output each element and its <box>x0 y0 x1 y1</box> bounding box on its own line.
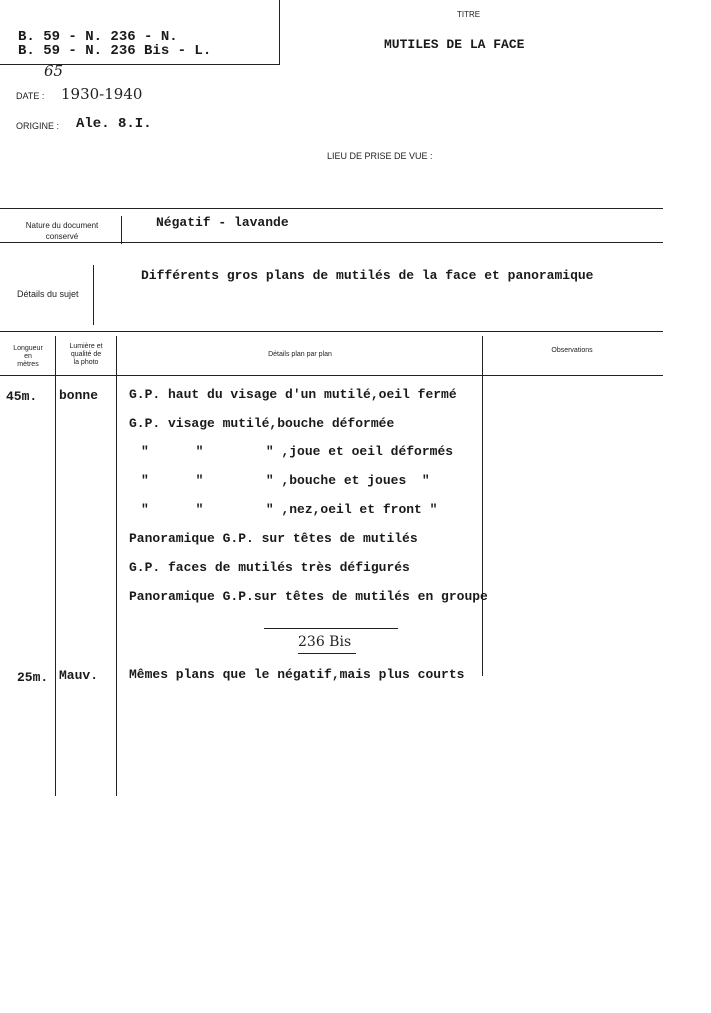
entry-1-quality: bonne <box>59 388 99 403</box>
nature-label-line-1: Nature du document <box>25 221 99 230</box>
entry-1-line-6: Panoramique G.P. sur têtes de mutilés <box>129 531 418 546</box>
section-title: 236 Bis <box>298 634 352 650</box>
entry-1-line-3: " " " ,joue et oeil déformés <box>141 444 454 459</box>
ref-line-2: B. 59 - N. 236 Bis - L. <box>18 43 212 59</box>
ref-box-bottom-line <box>0 64 279 65</box>
nature-bottom-line <box>0 242 663 243</box>
nature-label <box>12 220 112 242</box>
sujet-bracket <box>93 265 94 325</box>
ref-handwritten-number: 65 <box>44 62 64 80</box>
section-divider <box>264 628 398 629</box>
section-title-underline <box>298 653 356 654</box>
ref-box-right-line <box>279 0 280 65</box>
date-value: 1930-1940 <box>61 85 143 103</box>
entry-2-quality: Mauv. <box>59 668 99 683</box>
entry-1-line-8: Panoramique G.P.sur têtes de mutilés en groupe <box>129 589 488 604</box>
date-label: DATE : <box>16 91 45 101</box>
origine-value: Ale. 8.I. <box>76 116 152 132</box>
titre-label: TITRE <box>457 10 481 19</box>
entry-1-line-1: G.P. haut du visage d'un mutilé,oeil fermé <box>129 387 457 402</box>
col-sep-3 <box>482 336 483 676</box>
titre-value: MUTILES DE LA FACE <box>384 37 525 52</box>
lieu-label: LIEU DE PRISE DE VUE : <box>327 151 433 161</box>
entry-2-length: 25m. <box>17 670 49 685</box>
entry-1-line-4: " " " ,bouche et joues " <box>141 473 430 488</box>
entry-1-line-5: " " " ,nez,oeil et front " <box>141 502 438 517</box>
entry-1-length: 45m. <box>6 389 38 404</box>
header-bottom-line <box>0 375 663 376</box>
nature-top-line <box>0 208 663 209</box>
nature-bracket <box>121 216 122 244</box>
sujet-bottom-line <box>0 331 663 332</box>
nature-label-line-2: conservé <box>45 232 79 241</box>
sujet-label: Détails du sujet <box>17 289 79 299</box>
col-details-header: Détails plan par plan <box>268 351 332 358</box>
col-lumiere-header: Lumière et qualité de la photo <box>69 343 103 366</box>
col-sep-2 <box>116 336 117 796</box>
origine-label: ORIGINE : <box>16 121 60 131</box>
entry-1-line-2: G.P. visage mutilé,bouche déformée <box>129 416 395 431</box>
sujet-value: Différents gros plans de mutilés de la face et panoramique <box>141 268 594 283</box>
entry-1-line-7: G.P. faces de mutilés très défigurés <box>129 560 410 575</box>
entry-2-line-1: Mêmes plans que le négatif,mais plus courts <box>129 667 465 682</box>
col-sep-1 <box>55 336 56 796</box>
ref-line-1: B. 59 - N. 236 - N. <box>18 29 178 45</box>
col-longueur-header: Longueur en mètres <box>13 345 43 368</box>
col-observations-header: Observations <box>551 347 593 354</box>
nature-value: Négatif - lavande <box>156 215 289 230</box>
